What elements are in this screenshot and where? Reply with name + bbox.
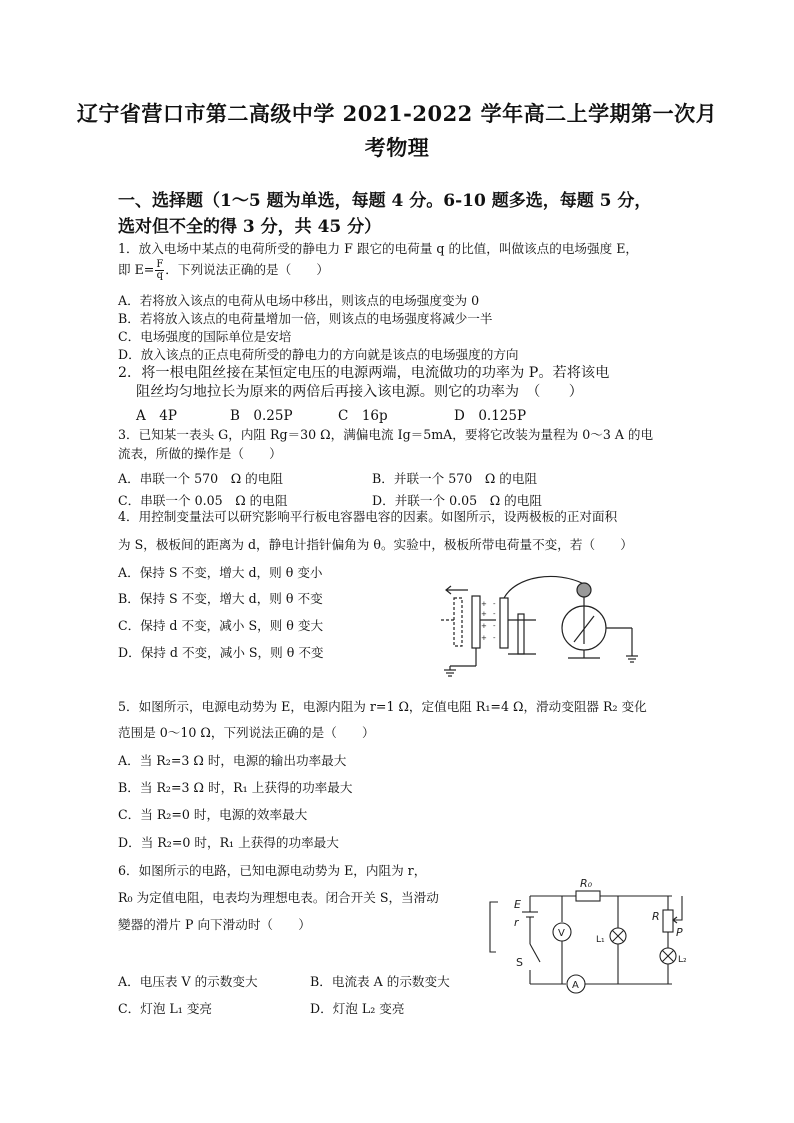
q1-stem-line2 [118,260,688,281]
q5-stem-line1: 5．如图所示，电源电动势为 E，电源内阻为 r=1 Ω，定值电阻 R₁=4 Ω，滑动变阻器 R₂ 变化 [118,699,647,714]
circuit-label-E: E [514,898,521,911]
svg-text:-: - [493,634,496,642]
circuit-diagram [486,874,696,1000]
page-title-line2: 考物理 [364,135,430,160]
svg-text:-: - [493,610,496,618]
q5-option-a: A．当 R₂=3 Ω 时，电源的输出功率最大 [118,753,347,768]
q2-option-c: C 16p [338,408,388,424]
page-title-line1: 辽宁省营口市第二高级中学 2021-2022 学年高二上学期第一次月 [76,101,718,126]
section-heading-line2: 选对但不全的得 3 分，共 45 分） [118,217,382,237]
svg-text:-: - [493,622,496,630]
circuit-label-S: S [516,956,523,969]
q4-option-d: D．保持 d 不变，减小 S，则 θ 不变 [118,645,324,660]
section-heading-line1: 一、选择题（1～5 题为单选，每题 4 分。6-10 题多选，每题 5 分， [118,191,652,211]
q6-stem-line1: 6．如图所示的电路，已知电源电动势为 E，内阻为 r， [118,863,427,878]
q4-stem-line1: 4．用控制变量法可以研究影响平行板电容器电容的因素。如图所示，设两极板的正对面积 [118,509,618,524]
circuit-label-L1: L₁ [596,935,605,945]
q3-option-d: D．并联一个 0.05 Ω 的电阻 [372,493,542,508]
q2-option-b: B 0.25P [230,408,293,424]
q3-stem-line2: 流表，所做的操作是（ ） [118,446,282,461]
q1-fraction [155,260,164,281]
circuit-label-r: r [514,916,519,929]
q2-option-a: A 4P [136,408,177,424]
q5-stem-line2: 范围是 0～10 Ω，下列说法正确的是（ ） [118,725,375,740]
q3-stem-line1: 3．已知某一表头 G，内阻 Rg＝30 Ω，满偏电流 Ig＝5mA，要将它改装为量程为 0～3 A 的电 [118,427,654,442]
q5-option-c: C．当 R₂=0 时，电源的效率最大 [118,807,308,822]
q6-option-b: B．电流表 A 的示数变大 [310,974,450,989]
circuit-label-A: A [572,980,579,991]
circuit-label-V: V [558,928,565,939]
svg-text:-: - [493,600,496,608]
q1-option-d: D．放入该点的正点电荷所受的静电力的方向就是该点的电场强度的方向 [118,347,519,362]
capacitor-electrometer-figure [436,570,646,680]
q1-option-c: C．电场强度的国际单位是安培 [118,329,292,344]
circuit-label-L2: L₂ [678,955,687,965]
q2-stem-line2: 阻丝均匀地拉长为原来的两倍后再接入该电源。则它的功率为 （ ） [136,384,583,400]
q6-option-d: D．灯泡 L₂ 变亮 [310,1001,405,1016]
svg-text:+: + [481,610,487,618]
circuit-label-R0: R₀ [580,877,593,890]
q6-stem-line2: R₀ 为定值电阻，电表均为理想电表。闭合开关 S，当滑动 [118,890,439,905]
q4-option-a: A．保持 S 不变，增大 d，则 θ 变小 [118,565,323,580]
q4-stem-line2: 为 S，极板间的距离为 d，静电计指针偏角为 θ。实验中，极板所带电荷量不变，若（ ） [118,537,633,552]
q4-option-c: C．保持 d 不变，减小 S，则 θ 变大 [118,618,324,633]
q6-option-a: A．电压表 V 的示数变大 [118,974,258,989]
q4-option-b: B．保持 S 不变，增大 d，则 θ 不变 [118,591,323,606]
q2-option-d: D 0.125P [454,408,527,424]
q5-option-b: B．当 R₂=3 Ω 时，R₁ 上获得的功率最大 [118,780,353,795]
q3-option-a: A．串联一个 570 Ω 的电阻 [118,471,283,486]
q1-frac-denominator: q [156,270,164,281]
svg-text:+: + [481,622,487,630]
q5-option-d: D．当 R₂=0 时，R₁ 上获得的功率最大 [118,835,339,850]
q1-option-b: B．若将放入该点的电荷量增加一倍，则该点的电场强度将减少一半 [118,311,493,326]
q6-option-c: C．灯泡 L₁ 变亮 [118,1001,213,1016]
circuit-label-P: P [676,926,683,939]
q1-stem-line1: 1．放入电场中某点的电荷所受的静电力 F 跟它的电荷量 q 的比值，叫做该点的电场强度 E， [118,241,638,256]
svg-text:+: + [481,600,487,608]
q6-stem-line3: 變器的滑片 P 向下滑动时（ ） [118,917,311,932]
q1-frac-numerator: F [156,259,164,270]
q1-formula-prefix: 即 E= [118,262,155,277]
q2-stem-line1: 2．将一根电阻丝接在某恒定电压的电源两端，电流做功的功率为 P。若将该电 [118,365,610,381]
q3-option-b: B．并联一个 570 Ω 的电阻 [372,471,538,486]
q1-formula-suffix: ．下列说法正确的是（ ） [165,262,330,277]
q3-option-c: C．串联一个 0.05 Ω 的电阻 [118,493,288,508]
svg-text:+: + [481,634,487,642]
q1-option-a: A．若将放入该点的电荷从电场中移出，则该点的电场强度变为 0 [118,293,480,308]
circuit-label-R: R [652,910,660,923]
